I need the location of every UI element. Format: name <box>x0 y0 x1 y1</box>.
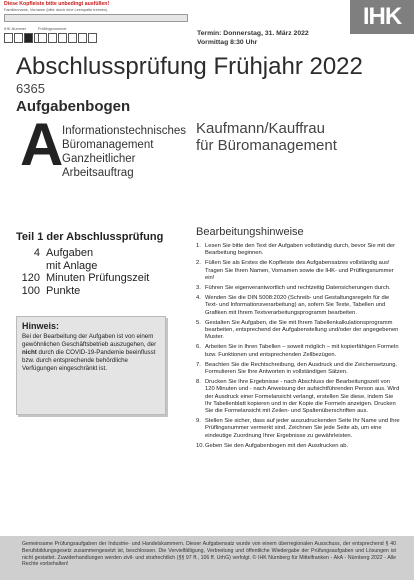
list-item-num: 3. <box>196 285 201 292</box>
list-item <box>196 443 400 450</box>
bearbeitung-heading: Bearbeitungshinweise <box>196 226 304 238</box>
list-item-text: Stellen Sie sicher, dass auf jeder auszudruckenden Seite Ihr Name und Ihre Prüflingsnummer vermerkt sind. Zeichnen Sie jede Seite ab, um eine eindeutige Zuordnung Ihrer Ergebnisse zu gewährleisten. <box>205 418 400 439</box>
hinweis-text-part: Bei der Bearbeitung der Aufgaben ist von einem gewöhnlichen Geschäftsbetrieb auszugehen, der <box>22 333 157 348</box>
list-item <box>196 260 400 282</box>
list-item-text: Wenden Sie die DIN 5008:2020 (Schreib- und Gestaltungsregeln für die Text- und Informationsverarbeitung) an, sofern Sie Texte, Tabellen und Grafiken mit Ihrem Textverarbeitungsprogramm bearbeiten. <box>205 295 390 316</box>
list-item <box>196 243 400 257</box>
list-item <box>196 379 400 415</box>
list-item <box>196 285 400 292</box>
list-item <box>196 344 400 358</box>
list-item-text: Führen Sie eigenverantwortlich und rechtzeitig Datensicherungen durch. <box>205 285 391 292</box>
list-item-num: 7. <box>196 361 201 368</box>
part-row <box>16 272 149 285</box>
list-item-num: 9. <box>196 418 201 425</box>
part-row-text: Minuten Prüfungszeit <box>46 272 150 284</box>
subject-block <box>62 124 192 180</box>
part-row-text: Aufgaben <box>46 247 94 259</box>
name-field[interactable] <box>4 14 188 22</box>
part-title: Teil 1 der Abschlussprüfung <box>16 231 164 243</box>
part-row-num: 120 <box>21 272 40 284</box>
termin-text: Termin: Donnerstag, 31. März 2022 <box>197 30 309 37</box>
part-row-text: mit Anlage <box>46 259 98 272</box>
ihk-nummer-label: IHK-Nummer <box>4 27 27 31</box>
bearbeitung-list <box>196 243 400 453</box>
booklet-title: Aufgabenbogen <box>16 98 131 115</box>
exam-title: Abschlussprüfung Frühjahr 2022 <box>16 53 363 80</box>
list-item-text: Beachten Sie die Rechtschreibung, den Ausdruck und die Zeichensetzung. Formulieren Sie Ihre Antworten in vollständigen Sätzen. <box>205 361 398 376</box>
subject-line: Büromanagement <box>62 139 154 151</box>
list-item-num: 5. <box>196 319 201 326</box>
part-row-text: Punkte <box>46 284 81 297</box>
list-item <box>196 418 400 440</box>
list-item-text: Drucken Sie Ihre Ergebnisse - nach Abschluss der Bearbeitungszeit von 120 Minuten und - nach Anweisung der aufsichtführenden Person aus. Wird der Ausdruck einer Formelansicht verlangt, erstellen Sie diese, indem Sie Ihr Tabellenblatt kopieren und in der Kopie die Formeln anzeigen. Drucken Sie die Formelansicht mit Zeilen- und Spaltenüberschriften aus. <box>205 379 400 415</box>
part-row <box>16 247 149 260</box>
list-item-num: 6. <box>196 344 201 351</box>
list-item-num: 4. <box>196 295 201 302</box>
list-item-text: Arbeiten Sie in Ihren Tabellen – soweit möglich – mit kopierfähigen Formeln bzw. Funktionen und entsprechenden Zellbezügen. <box>205 344 399 358</box>
list-item-text: Lesen Sie bitte den Text der Aufgaben vollständig durch, bevor Sie mit der Bearbeitung beginnen. <box>205 243 396 257</box>
name-field-label: Familienname, Vorname (bitte durch eine Leerspalte trennen) <box>4 8 108 12</box>
part-row-num: 100 <box>21 284 40 297</box>
list-item-text: Geben Sie den Aufgabenbogen mit den Ausdrucken ab. <box>205 442 349 449</box>
part-details <box>16 247 149 297</box>
profession-line: für Büromanagement <box>196 137 337 154</box>
part-row-num: 4 <box>33 247 40 259</box>
hinweis-text <box>22 333 160 373</box>
hinweis-title: Hinweis: <box>22 321 60 331</box>
exam-code: 6365 <box>16 81 45 96</box>
profession-block <box>196 120 406 154</box>
list-item-num: 2. <box>196 260 201 267</box>
list-item-num: 8. <box>196 379 201 386</box>
vormittag-text: Vormittag 8:30 Uhr <box>197 39 258 46</box>
hinweis-text-bold: nicht <box>22 349 37 356</box>
list-item <box>196 295 400 317</box>
list-item-text: Füllen Sie als Erstes die Kopfleiste des Aufgabensatzes vollständig aus! Tragen Sie Ihren Namen, Vornamen sowie die IHK- und Prüflingsnummer ein! <box>205 260 394 281</box>
footer-text: Gemeinsame Prüfungsaufgaben der Industrie- und Handelskammern. Dieser Aufgabensatz wurde von einem überregionalen Ausschuss, der entsprechend § 40 Berufsbildungsgesetz zusammengesetzt ist, beschlossen. Die Vervielfältigung, Verbreitung und öffentliche Wiedergabe der Prüfungsaufgaben und Lösungen ist nicht gestattet. Zuwiderhandlungen werden zivil- und strafrechtlich (§§ 97 ff., 106 ff. UrhG) verfolgt. © IHK Nürnberg für Mittelfranken - AkA - Nürnberg 2022 - Alle Rechte vorbehalten! <box>22 541 396 568</box>
part-row <box>16 285 149 298</box>
hinweis-text-part: durch die COVID-19-Pandemie beeinflusst bzw. durch entsprechende behördliche Verfügungen eingeschränkt ist. <box>22 349 156 372</box>
ihk-logo: IHK <box>350 0 414 34</box>
header-warning: Diese Kopfleiste bitte unbedingt ausfüllen! <box>4 1 110 7</box>
pruefling-label: Prüflingsnummer <box>38 27 67 31</box>
list-item-num: 10. <box>196 442 205 449</box>
section-letter: A <box>20 111 64 178</box>
list-item-num: 1. <box>196 243 201 249</box>
part-row <box>16 260 149 273</box>
list-item <box>196 362 400 376</box>
list-item <box>196 320 400 342</box>
pruefling-nummer-field[interactable] <box>38 33 98 43</box>
hinweis-box <box>16 316 166 415</box>
profession-line: Kaufmann/Kauffrau <box>196 120 325 137</box>
part-row-num <box>16 260 40 273</box>
list-item-text: Gestalten Sie Aufgaben, die Sie mit Ihrem Tabellenkalkulationsprogramm bearbeiten, entsprechend der Aufgabenstellung und/oder der angegebenen Muster. <box>205 319 399 341</box>
subject-line: Arbeitsauftrag <box>62 167 134 179</box>
subject-line: Informationstechnisches <box>62 125 187 137</box>
subject-line: Ganzheitlicher <box>62 153 136 165</box>
